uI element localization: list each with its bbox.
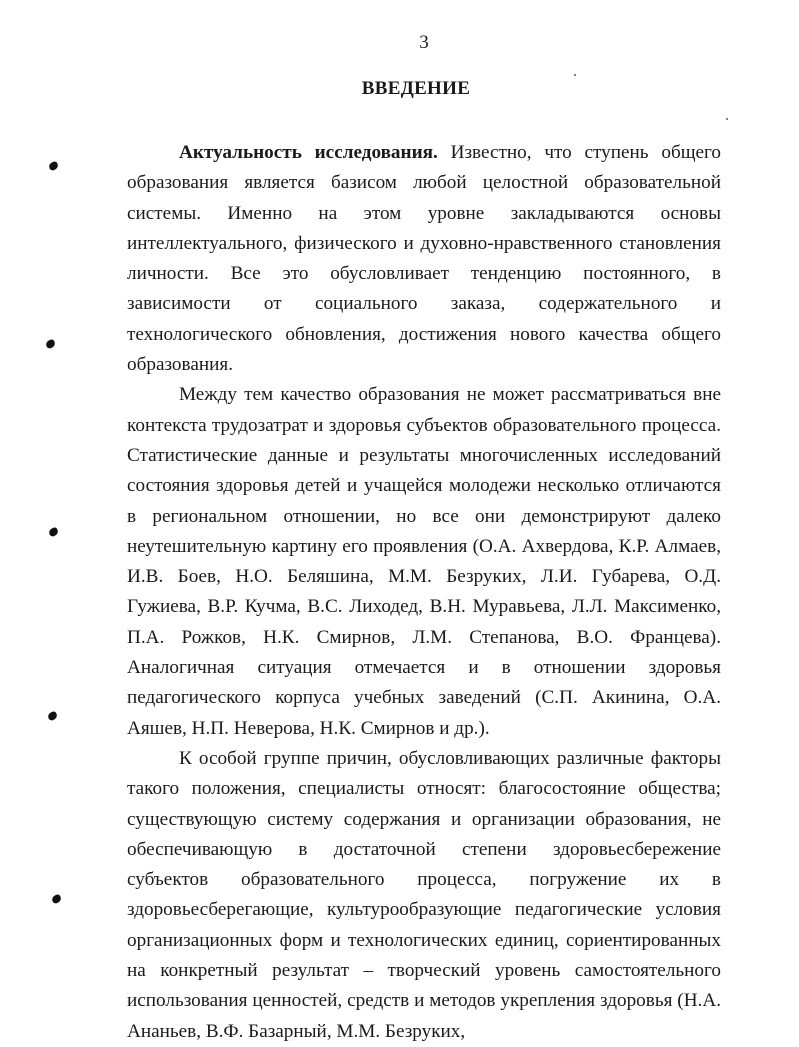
paragraph-lead: Актуальность исследования.: [179, 142, 438, 163]
paragraph-health-statistics: Между тем качество образования не может рассматриваться вне контекста трудозатрат и здоровья субъектов образовательного процесса. Статистические данные и результаты многочисленных исследований состояния здоровья детей и учащейся молодежи несколько отличаются в региональном отношении, но все они демонстрируют далеко неутешительную картину его проявления (О.А. Ахвердова, К.Р. Алмаев, И.В. Боев, Н.О. Беляшина, М.М. Безруких, Л.И. Губарева, О.Д. Гужиева, В.Р. Кучма, В.С. Лиходед, В.Н. Муравьева, Л.Л. Максименко, П.А. Рожков, Н.К. Смирнов, Л.М. Степанова, В.О. Францева). Аналогичная ситуация отмечается и в отношении здоровья педагогического корпуса учебных заведений (С.П. Акинина, О.А. Аяшев, Н.П. Неверова, Н.К. Смирнов и др.).: [127, 384, 721, 739]
binding-hole-mark: [51, 894, 62, 905]
binding-hole-mark: [48, 527, 59, 538]
binding-hole-mark: [47, 711, 58, 722]
paragraph-text: Известно, что ступень общего образования является базисом любой целостной образовательной системы. Именно на этом уровне закладываются основы интеллектуального, физического и духовно-нравственного становления личности. Все это обусловливает тенденцию постоянного, в зависимости от социального заказа, содержательного и технологического обновления, достижения нового качества общего образования.: [127, 142, 721, 376]
paragraph-relevance: [127, 138, 721, 380]
binding-hole-mark: [45, 339, 56, 350]
scan-speck: [726, 118, 728, 120]
paragraph-causes: К особой группе причин, обусловливающих различные факторы такого положения, специалисты относят: благосостояние общества; существующую систему содержания и организации образования, не обеспечивающую в достаточной степени здоровьесбережение субъектов образовательного процесса, погружение их в здоровьесберегающие, культурообразующие педагогические условия организационных форм и технологических единиц, сориентированных на конкретный результат – творческий уровень самостоятельного использования ценностей, средств и методов укрепления здоровья (Н.А. Ананьев, В.Ф. Базарный, М.М. Безруких,: [127, 747, 721, 1042]
binding-hole-mark: [48, 161, 59, 172]
section-heading: ВВЕДЕНИЕ: [361, 78, 471, 99]
body-text: [127, 138, 721, 1047]
scan-speck: [574, 74, 576, 76]
page-number: 3: [419, 32, 429, 53]
